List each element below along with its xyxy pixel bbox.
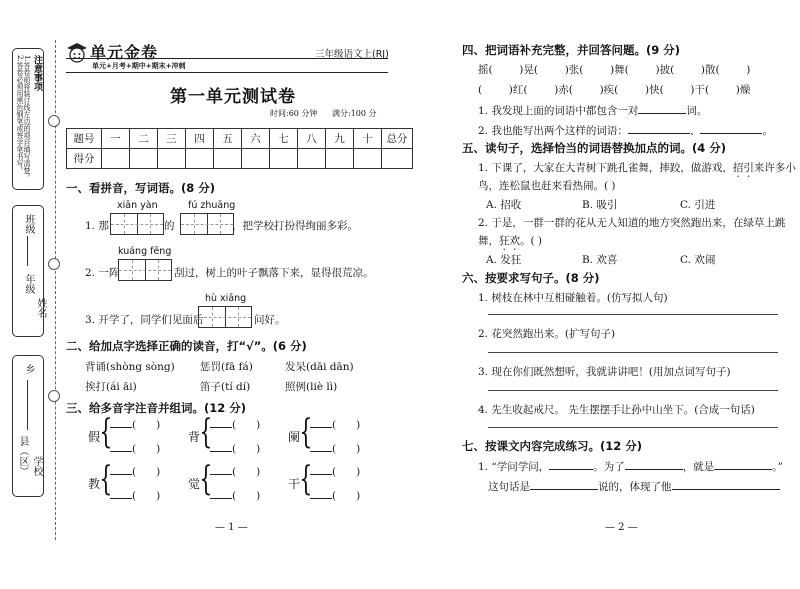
q4-word-part: )张(: [559, 64, 584, 76]
q4-word-part: )快(: [639, 84, 664, 96]
header-line-2: [66, 72, 388, 73]
cell: 七: [270, 129, 298, 149]
binding-hole-2: [48, 258, 60, 270]
q3-char: 阑: [288, 430, 301, 444]
q4-word-part: )疾(: [594, 84, 619, 96]
q2-word: 惩罚: [200, 361, 221, 373]
q2-pinyin: (ái āi): [106, 381, 137, 393]
q4-word-part: )干(: [685, 84, 710, 96]
q4-word-part: (: [478, 84, 483, 96]
q2-pinyin: (fā fá): [221, 361, 253, 373]
q1-line3-prefix: 3. 开学了，同学们见面后: [85, 314, 204, 326]
q4-row2[interactable]: [478, 82, 750, 97]
county-label: 县（区）: [17, 436, 28, 476]
q7-text: 。”: [772, 461, 783, 473]
cell: 六: [242, 129, 270, 149]
q6-item-3: [478, 364, 731, 379]
score-input-cell[interactable]: [326, 149, 354, 169]
q4-blank[interactable]: [638, 102, 686, 114]
q3-blank[interactable]: ( ): [210, 440, 260, 455]
q4-word-part: )赤(: [548, 84, 573, 96]
student-info-box-2: [12, 355, 44, 497]
cell: 二: [130, 129, 158, 149]
q5-heading: 五、读句子，选择恰当的词语替换加点的词。(4 分): [462, 141, 727, 155]
q2-word: 发呆: [285, 361, 306, 373]
score-input-cell[interactable]: [102, 149, 130, 169]
score-input-cell[interactable]: [130, 149, 158, 169]
q5-option[interactable]: B. 欢喜: [582, 254, 618, 266]
q2-word: 照例: [285, 381, 306, 393]
q3-char: 假: [88, 430, 101, 444]
q2-word: 笛子: [200, 381, 221, 393]
q1-pinyin-4: hù xiāng: [205, 293, 247, 304]
time-info: 时间:60 分钟: [270, 109, 318, 118]
q3-brace: {: [199, 459, 213, 499]
q3-blank[interactable]: ( ): [310, 463, 360, 478]
q6-answer-line[interactable]: [488, 427, 778, 428]
q7-text: ，就是: [682, 461, 715, 473]
q4-word-part: )晃(: [513, 64, 538, 76]
q3-blank[interactable]: ( ): [210, 487, 260, 502]
q2-heading: 二、给加点字选择正确的读音，打“√”。(6 分): [66, 339, 307, 353]
q4-row1[interactable]: [478, 62, 750, 77]
q3-char: 背: [188, 430, 201, 444]
q6-heading: 六、按要求写句子。(8 分): [462, 271, 600, 285]
q2-pinyin: (shòng sòng): [106, 361, 175, 373]
q7-blank[interactable]: [549, 458, 593, 470]
cell: 题号: [67, 129, 102, 149]
q4-word-part: 摇(: [478, 64, 493, 76]
score-input-cell[interactable]: [382, 149, 413, 169]
q5-text: 来许多小: [753, 162, 796, 174]
q6-answer-line[interactable]: [488, 314, 778, 315]
q3-blank[interactable]: ( ): [310, 440, 360, 455]
q5-p2-line2[interactable]: [478, 233, 542, 253]
q5-option[interactable]: C. 欢闹: [680, 254, 716, 266]
score-table-header-row: [67, 129, 413, 149]
brand-title: 单元金卷: [90, 43, 159, 62]
q5-dotted-word: 狂欢: [499, 235, 520, 247]
q4-blank[interactable]: [628, 122, 690, 134]
q4-sub2-text: 2. 我也能写出两个这样的词语：: [478, 125, 628, 137]
q6-item-4: 4. 先生收起戒尺。 先生摆摆手让孙中山坐下。(合成一句话): [478, 404, 755, 416]
notice-1: 1.答卷前将装订线左边的项目填写清楚。: [23, 55, 31, 181]
cell: 九: [326, 129, 354, 149]
grade-tag: 三年级语文上(RJ): [315, 49, 389, 60]
q3-brace: {: [99, 412, 113, 452]
q5-p1-line2[interactable]: 鸟，连松鼠也赶来看热闹。( ): [478, 180, 616, 192]
q5-p1-line1: [478, 160, 796, 180]
cell: 八: [298, 129, 326, 149]
binding-hole-3: [48, 390, 60, 402]
q4-word-part: )红(: [503, 84, 528, 96]
page-number-1: — 1 —: [215, 522, 248, 533]
q4-word-part: ): [740, 64, 751, 76]
q5-option[interactable]: A. 招收: [486, 199, 522, 211]
q3-blank[interactable]: ( ): [310, 416, 360, 431]
page-title: 第一单元测试卷: [170, 87, 296, 107]
q4-sub1-end: 词。: [686, 105, 708, 117]
q2-item[interactable]: [285, 379, 337, 394]
q7-text: 说的，体现了他: [598, 481, 672, 493]
notice-box: [12, 48, 44, 190]
q1-heading: 一、看拼音，写词语。(8 分): [66, 181, 216, 195]
q3-char: 干: [288, 477, 301, 491]
q1-line1-mid: 的: [164, 220, 175, 232]
mascot-logo: [66, 42, 88, 64]
q5-text: 。( ): [520, 235, 543, 247]
q2-item[interactable]: [85, 379, 137, 394]
cell: 总分: [382, 129, 413, 149]
q3-heading: 三、给多音字注音并组词。(12 分): [66, 401, 247, 415]
q6-answer-line[interactable]: [488, 390, 778, 391]
q1-pinyin-3: kuáng fēng: [118, 246, 172, 257]
q5-text: 舞，: [478, 235, 499, 247]
q4-word-part: )舞(: [604, 64, 629, 76]
grade-label: 年级: [23, 274, 34, 294]
township-label: 乡: [23, 364, 34, 374]
score-input-cell[interactable]: [354, 149, 382, 169]
q5-dotted-word: 招引: [732, 162, 754, 174]
q3-char: 觉: [188, 477, 201, 491]
q5-option[interactable]: A. 发狂: [486, 254, 522, 266]
q3-blank[interactable]: ( ): [110, 487, 160, 502]
q3-brace: {: [199, 412, 213, 452]
page-number-2: — 2 —: [605, 522, 638, 533]
q7-blank[interactable]: [530, 478, 598, 490]
q3-blank[interactable]: ( ): [110, 463, 160, 478]
score-input-cell[interactable]: [242, 149, 270, 169]
q3-brace: {: [299, 459, 313, 499]
q1-line2-suffix: 刮过，树上的叶子飘落下来，显得很荒凉。: [174, 267, 374, 279]
q1-writing-grid-1[interactable]: [110, 213, 164, 235]
score-input-cell[interactable]: [214, 149, 242, 169]
q4-sub2-sep: 、: [689, 125, 701, 137]
q6-answer-line[interactable]: [488, 352, 778, 353]
mascot-icon: [66, 42, 88, 64]
q2-word: 挨打: [85, 381, 106, 393]
score-input-cell[interactable]: [298, 149, 326, 169]
q4-sub2: [478, 122, 773, 138]
score-input-cell[interactable]: [186, 149, 214, 169]
cell: 十: [354, 129, 382, 149]
q4-sub2-end: 。: [762, 125, 773, 137]
q1-line3-suffix: 问好。: [254, 314, 286, 326]
q7-line2: [488, 478, 780, 494]
q3-brace: {: [299, 412, 313, 452]
name-label: 姓名: [35, 298, 46, 318]
q7-blank[interactable]: [672, 478, 780, 490]
class-label: 班级: [23, 214, 34, 234]
q1-line2-prefix: 2. 一阵: [85, 267, 120, 279]
cell: 三: [158, 129, 186, 149]
student-info-box-1: [12, 205, 44, 337]
cell: 一: [102, 129, 130, 149]
q2-item[interactable]: [85, 359, 175, 374]
score-table-score-row: [67, 149, 413, 169]
q7-heading: 七、按课文内容完成练习。(12 分): [462, 439, 643, 453]
q7-text: 这句话是: [488, 481, 530, 493]
binding-hole-1: [48, 115, 60, 127]
notice-title: 注意事项: [32, 55, 42, 91]
cell: 得分: [67, 149, 102, 169]
q3-char: 教: [88, 477, 101, 491]
q3-brace: {: [99, 459, 113, 499]
q4-sub1: [478, 102, 707, 118]
q6-item-2: 2. 花突然跑出来。(扩写句子): [478, 328, 616, 340]
q1-writing-grid-2[interactable]: [180, 213, 234, 235]
q2-item[interactable]: [285, 359, 354, 374]
q6-item-3-text: 3. 现在你们既然想听，我就讲讲吧！(用加点词写句子): [478, 366, 731, 378]
q3-blank[interactable]: ( ): [210, 416, 260, 431]
q4-word-part: )散(: [695, 64, 720, 76]
q3-blank[interactable]: ( ): [310, 487, 360, 502]
q1-pinyin-2: fú zhuāng: [188, 200, 236, 211]
score-table: [66, 128, 413, 169]
q7-blank[interactable]: [714, 458, 772, 470]
q6-item-1: 1. 树枝在林中互相碰触着。(仿写拟人句): [478, 292, 668, 304]
q4-heading: 四、把词语补充完整，并回答问题。(9 分): [462, 43, 681, 57]
q2-item[interactable]: [200, 359, 253, 374]
full-score-info: 满分:100 分: [332, 109, 377, 118]
q7-blank[interactable]: [625, 458, 683, 470]
q4-word-part: )披(: [650, 64, 675, 76]
score-input-cell[interactable]: [270, 149, 298, 169]
brand-subtitle: 单元+月考+期中+期末+冲刺: [92, 62, 186, 70]
q3-blank[interactable]: ( ): [110, 440, 160, 455]
q1-line1-suffix: ，把学校打扮得绚丽多彩。: [232, 220, 358, 232]
cell: 四: [186, 129, 214, 149]
q3-blank[interactable]: ( ): [110, 416, 160, 431]
score-input-cell[interactable]: [158, 149, 186, 169]
q7-line1: [478, 458, 783, 474]
q3-blank[interactable]: ( ): [210, 463, 260, 478]
q1-writing-grid-4[interactable]: [198, 306, 252, 328]
q4-word-part: )燥: [730, 84, 751, 96]
q4-blank[interactable]: [700, 122, 762, 134]
q4-sub1-text: 1. 我发现上面的词语中都包含一对: [478, 105, 639, 117]
school-label: 学校: [31, 456, 42, 476]
q5-option[interactable]: C. 引进: [680, 199, 716, 211]
cell: 五: [214, 129, 242, 149]
q1-line1-prefix: 1. 那: [85, 220, 109, 232]
q5-text: 1. 下课了，大家在大青树下跳孔雀舞，摔跤，做游戏，: [478, 162, 733, 174]
q2-pinyin: (tí dí): [221, 381, 251, 393]
q1-pinyin-1: xiān yàn: [117, 200, 158, 211]
q2-pinyin: (dāi dān): [306, 361, 354, 373]
q1-writing-grid-3[interactable]: [118, 259, 172, 281]
q2-pinyin: (liè lì): [306, 381, 338, 393]
q7-text: 1. “学问学问，: [478, 461, 550, 473]
q5-option[interactable]: B. 吸引: [582, 199, 618, 211]
notice-2: 2.答卷必须用黑色钢笔或签字笔书写。: [16, 55, 24, 174]
q2-item[interactable]: [200, 379, 250, 394]
q7-text: 。为了: [593, 461, 625, 473]
q2-word: 背诵: [85, 361, 106, 373]
q5-p2-line1: 2. 于是，一群一群的花从无人知道的地方突然跑出来，在绿草上跳: [478, 217, 786, 229]
